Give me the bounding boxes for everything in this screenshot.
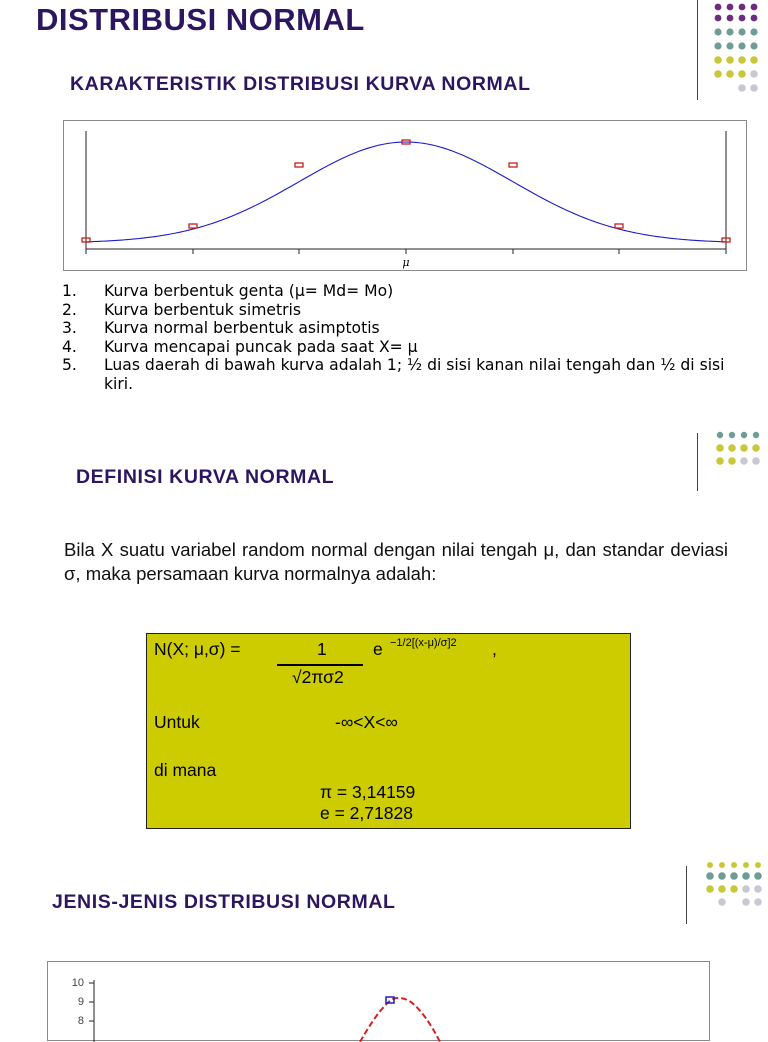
bell-curve-line <box>86 142 726 242</box>
x-ticks <box>86 249 726 254</box>
bell-curve-svg <box>64 121 748 272</box>
formula-box <box>146 633 631 829</box>
formula-lhs: N(X; μ,σ) = <box>154 639 241 659</box>
marker-point <box>509 163 517 167</box>
x-range: -∞<X<∞ <box>335 712 398 732</box>
e-definition: e = 2,71828 <box>320 803 413 823</box>
list-item: 3. Kurva normal berbentuk asimptotis <box>62 319 380 337</box>
list-item: 4. Kurva mencapai puncak pada saat X= μ <box>62 337 418 356</box>
distribution-types-chart <box>47 961 710 1041</box>
characteristics-list <box>62 282 742 393</box>
section-heading-definisi: DEFINISI KURVA NORMAL <box>76 466 335 488</box>
marker-point <box>615 224 623 228</box>
divider-line <box>686 866 687 924</box>
formula-denominator: √2πσ2 <box>292 667 344 687</box>
y-tick-label: 10 <box>71 977 84 989</box>
section-heading-jenis: JENIS-JENIS DISTRIBUSI NORMAL <box>52 891 396 913</box>
formula-exponent: −1/2[(x-μ)/σ]2 <box>390 637 457 649</box>
distribution-curve <box>360 998 440 1042</box>
curve-markers <box>82 140 730 242</box>
definition-paragraph: Bila X suatu variabel random normal dengan nilai tengah μ, dan standar deviasi σ, maka persamaan kurva normalnya adalah: <box>64 539 728 584</box>
divider-line <box>697 0 698 100</box>
decor-dots-bottom <box>700 862 768 910</box>
marker-point <box>295 163 303 167</box>
y-tick-label: 9 <box>77 996 84 1008</box>
fraction-bar <box>277 664 363 666</box>
divider-line <box>697 433 698 491</box>
untuk-label: Untuk <box>154 712 200 732</box>
bell-curve-chart <box>63 120 747 271</box>
formula-comma: , <box>492 639 497 659</box>
formula-e: e <box>373 639 383 659</box>
dimana-label: di mana <box>154 760 217 780</box>
list-item: 1. Kurva berbentuk genta (μ= Md= Mo) <box>62 282 394 300</box>
marker-point <box>189 224 197 228</box>
formula-numerator: 1 <box>317 639 327 659</box>
mu-axis-label: μ <box>402 256 410 269</box>
pi-definition: π = 3,14159 <box>320 782 416 802</box>
decor-dots-top <box>712 2 768 94</box>
y-tick-label: 8 <box>77 1015 84 1027</box>
list-item: 5. Luas daerah di bawah kurva adalah 1; ½ di sisi kanan nilai tengah dan ½ di sisi kiri. <box>62 356 725 393</box>
decor-dots-middle <box>712 430 768 470</box>
page-title: DISTRIBUSI NORMAL <box>36 2 365 37</box>
distribution-types-svg <box>48 962 711 1042</box>
section-heading-karakteristik: KARAKTERISTIK DISTRIBUSI KURVA NORMAL <box>70 73 531 95</box>
list-item: 2. Kurva berbentuk simetris <box>62 300 301 319</box>
